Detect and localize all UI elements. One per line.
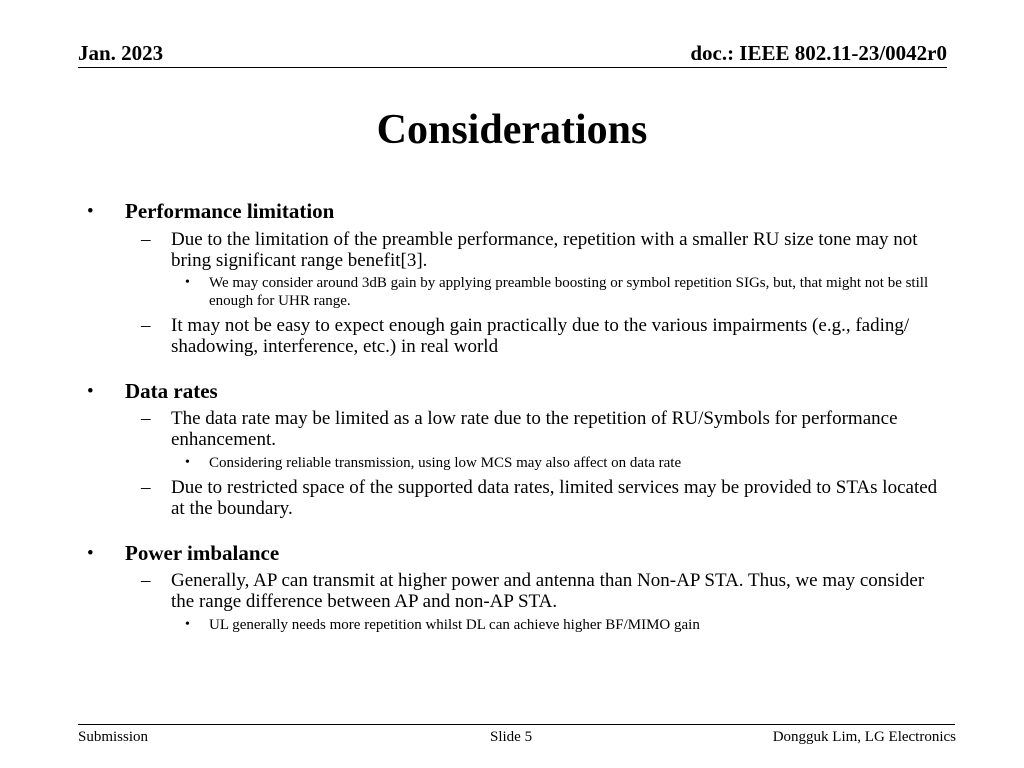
header-date: Jan. 2023 bbox=[78, 41, 164, 65]
subitem-bullet: • bbox=[185, 617, 190, 632]
footer-author: Dongguk Lim, LG Electronics bbox=[772, 729, 956, 745]
item-dash: – bbox=[141, 477, 151, 498]
slide-title: Considerations bbox=[376, 107, 648, 153]
sub-list-item: Considering reliable transmission, using low MCS may also affect on data rate bbox=[209, 455, 682, 471]
footer-slide-number: Slide 5 bbox=[490, 729, 533, 745]
section-heading: Data rates bbox=[125, 379, 218, 403]
footer-submission: Submission bbox=[78, 729, 149, 745]
section-heading: Power imbalance bbox=[125, 541, 280, 565]
list-item: It may not be easy to expect enough gain practically due to the various impairments (e.g., fading/ shadowing, interference, etc.) in real world bbox=[171, 315, 910, 357]
section-bullet: • bbox=[87, 381, 94, 402]
list-item: The data rate may be limited as a low rate due to the repetition of RU/Symbols for performance enhancement. bbox=[171, 408, 898, 450]
item-dash: – bbox=[141, 408, 151, 429]
section-bullet: • bbox=[87, 543, 94, 564]
sub-list-item: UL generally needs more repetition whilst DL can achieve higher BF/MIMO gain bbox=[209, 617, 700, 633]
sub-list-item: We may consider around 3dB gain by applying preamble boosting or symbol repetition SIGs, but, that might not be still enough for UHR range. bbox=[209, 275, 929, 309]
subitem-bullet: • bbox=[185, 455, 190, 470]
section-heading: Performance limitation bbox=[125, 199, 335, 223]
item-dash: – bbox=[141, 570, 151, 591]
item-dash: – bbox=[141, 315, 151, 336]
list-item: Generally, AP can transmit at higher power and antenna than Non-AP STA. Thus, we may consider the range difference between AP and non-AP STA. bbox=[171, 570, 925, 612]
list-item: Due to restricted space of the supported data rates, limited services may be provided to STAs located at the boundary. bbox=[171, 477, 938, 519]
list-item: Due to the limitation of the preamble performance, repetition with a smaller RU size tone may not bring significant range benefit[3]. bbox=[171, 229, 918, 271]
item-dash: – bbox=[141, 229, 151, 250]
header-doc-id: doc.: IEEE 802.11-23/0042r0 bbox=[690, 41, 947, 65]
section-bullet: • bbox=[87, 201, 94, 222]
subitem-bullet: • bbox=[185, 275, 190, 290]
footer-rule bbox=[78, 724, 955, 725]
header-rule bbox=[78, 67, 947, 68]
